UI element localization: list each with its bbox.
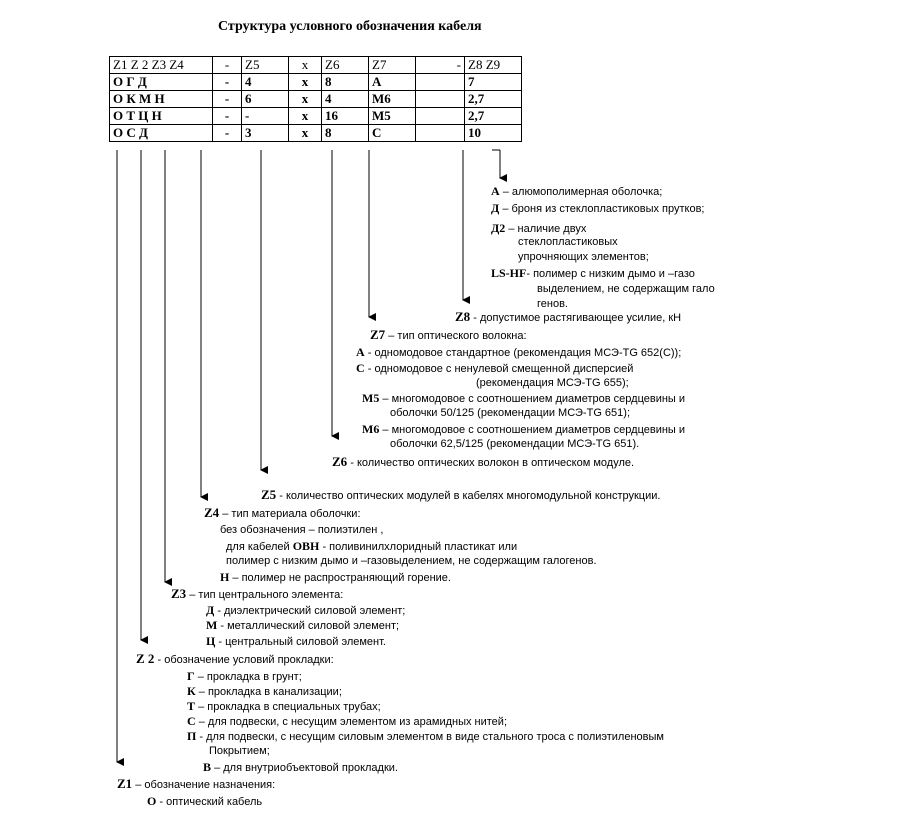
z9-item-d: Д – броня из стеклопластиковых прутков; [491,201,705,215]
cell-x: х [289,91,322,108]
z2-item-p: П - для подвески, с несущим силовым элементом в виде стального троса с полиэтиленовым [187,729,664,743]
header-z7: Z7 [369,57,416,74]
z3-item-d: Д - диэлектрический силовой элемент; [206,603,406,617]
cell-dash: - [213,125,242,142]
header-z8-z9: Z8 Z9 [465,57,522,74]
z7-item-m6: М6 – многомодовое с соотношением диаметров сердцевины и [362,422,686,436]
header-x: x [289,57,322,74]
z6-description: Z6 - количество оптических волокон в оптическом модуле. [332,454,635,469]
page-title: Структура условного обозначения кабеля [218,19,482,34]
cell-z1-z4: О Г Д [110,74,213,91]
cell-z8-z9: 2,7 [465,108,522,125]
z7-item-m5: М5 – многомодовое с соотношением диаметров сердцевины и [362,391,686,405]
cell-z5: 3 [242,125,289,142]
cell-dash: - [213,91,242,108]
z9-item-a: А – алюмополимерная оболочка; [491,184,663,198]
z4-item-n: Н – полимер не распространяющий горение. [220,570,451,584]
z9-item-d2: Д2 – наличие двух [491,221,587,235]
z9-item-ls-hf: LS-HF- полимер с низким дымо и –газо [491,266,695,280]
z4-line2: для кабелей ОВН - поливинилхлоридный пластикат или [226,539,518,553]
cell-z6: 8 [322,125,369,142]
cell-z5: 6 [242,91,289,108]
z7-heading: Z7 – тип оптического волокна: [370,327,527,342]
z9-item-d2-line3: упрочняющих элементов; [518,251,649,263]
z3-heading: Z3 – тип центрального элемента: [171,586,344,601]
z9-item-ls-hf-line3: генов. [537,298,568,310]
cell-z1-z4: О Т Ц Н [110,108,213,125]
cell-z8-z9: 7 [465,74,522,91]
header-z6: Z6 [322,57,369,74]
z2-item-v: В – для внутриобъектовой прокладки. [203,760,398,774]
cell-x: х [289,108,322,125]
cell-z6: 8 [322,74,369,91]
z1-item-o: О - оптический кабель [147,794,263,808]
cell-z7: А [369,74,416,91]
cell-z1-z4: О С Д [110,125,213,142]
z4-line1: без обозначения – полиэтилен , [220,524,384,536]
cell-z1-z4: О К М Н [110,91,213,108]
z2-item-s: С – для подвески, с несущим элементом из арамидных нитей; [187,714,508,728]
cell-dash: - [213,74,242,91]
z7-item-m5-line2: оболочки 50/125 (рекомендации МСЭ-TG 651); [390,407,631,419]
cell-z5: 4 [242,74,289,91]
header-dash-2: - [416,57,465,74]
z2-item-p-line2: Покрытием; [209,745,270,757]
cell-z7: М5 [369,108,416,125]
z7-item-c: С - одномодовое с ненулевой смещенной дисперсией [356,361,634,375]
z2-item-g: Г – прокладка в грунт; [187,669,302,683]
header-z5: Z5 [242,57,289,74]
cell-x: х [289,125,322,142]
cell-x: х [289,74,322,91]
z3-item-c: Ц - центральный силовой элемент. [206,634,386,648]
z9-item-d2-line2: стеклопластиковых [518,236,618,248]
cell-dash: - [213,108,242,125]
z2-item-k: К – прокладка в канализации; [187,684,342,698]
z3-item-m: М - металлический силовой элемент; [206,618,400,632]
cell-z5: - [242,108,289,125]
z2-heading: Z 2 - обозначение условий прокладки: [136,651,334,666]
cell-z6: 4 [322,91,369,108]
z7-item-m6-line2: оболочки 62,5/125 (рекомендации МСЭ-TG 651). [390,438,640,450]
z4-heading: Z4 – тип материала оболочки: [204,505,361,520]
z4-line3: полимер с низким дымо и –газовыделением, не содержащим галогенов. [226,555,597,567]
z7-item-c-line2: (рекомендация МСЭ-TG 655); [476,377,629,389]
cell-z8-z9: 2,7 [465,91,522,108]
cell-z7: М6 [369,91,416,108]
z2-item-t: Т – прокладка в специальных трубах; [187,699,381,713]
header-z1-z4: Z1 Z 2 Z3 Z4 [110,57,213,74]
z7-item-a: А - одномодовое стандартное (рекомендация МСЭ-TG 652(С)); [356,345,682,359]
cell-z8-z9: 10 [465,125,522,142]
header-dash-1: - [213,57,242,74]
z1-heading: Z1 – обозначение назначения: [117,776,276,791]
cell-z6: 16 [322,108,369,125]
z8-description: Z8 - допустимое растягивающее усилие, кН [455,309,682,324]
cell-z7: С [369,125,416,142]
z9-item-ls-hf-line2: выделением, не содержащим гало [537,283,715,295]
z5-description: Z5 - количество оптических модулей в кабелях многомодульной конструкции. [261,487,661,502]
